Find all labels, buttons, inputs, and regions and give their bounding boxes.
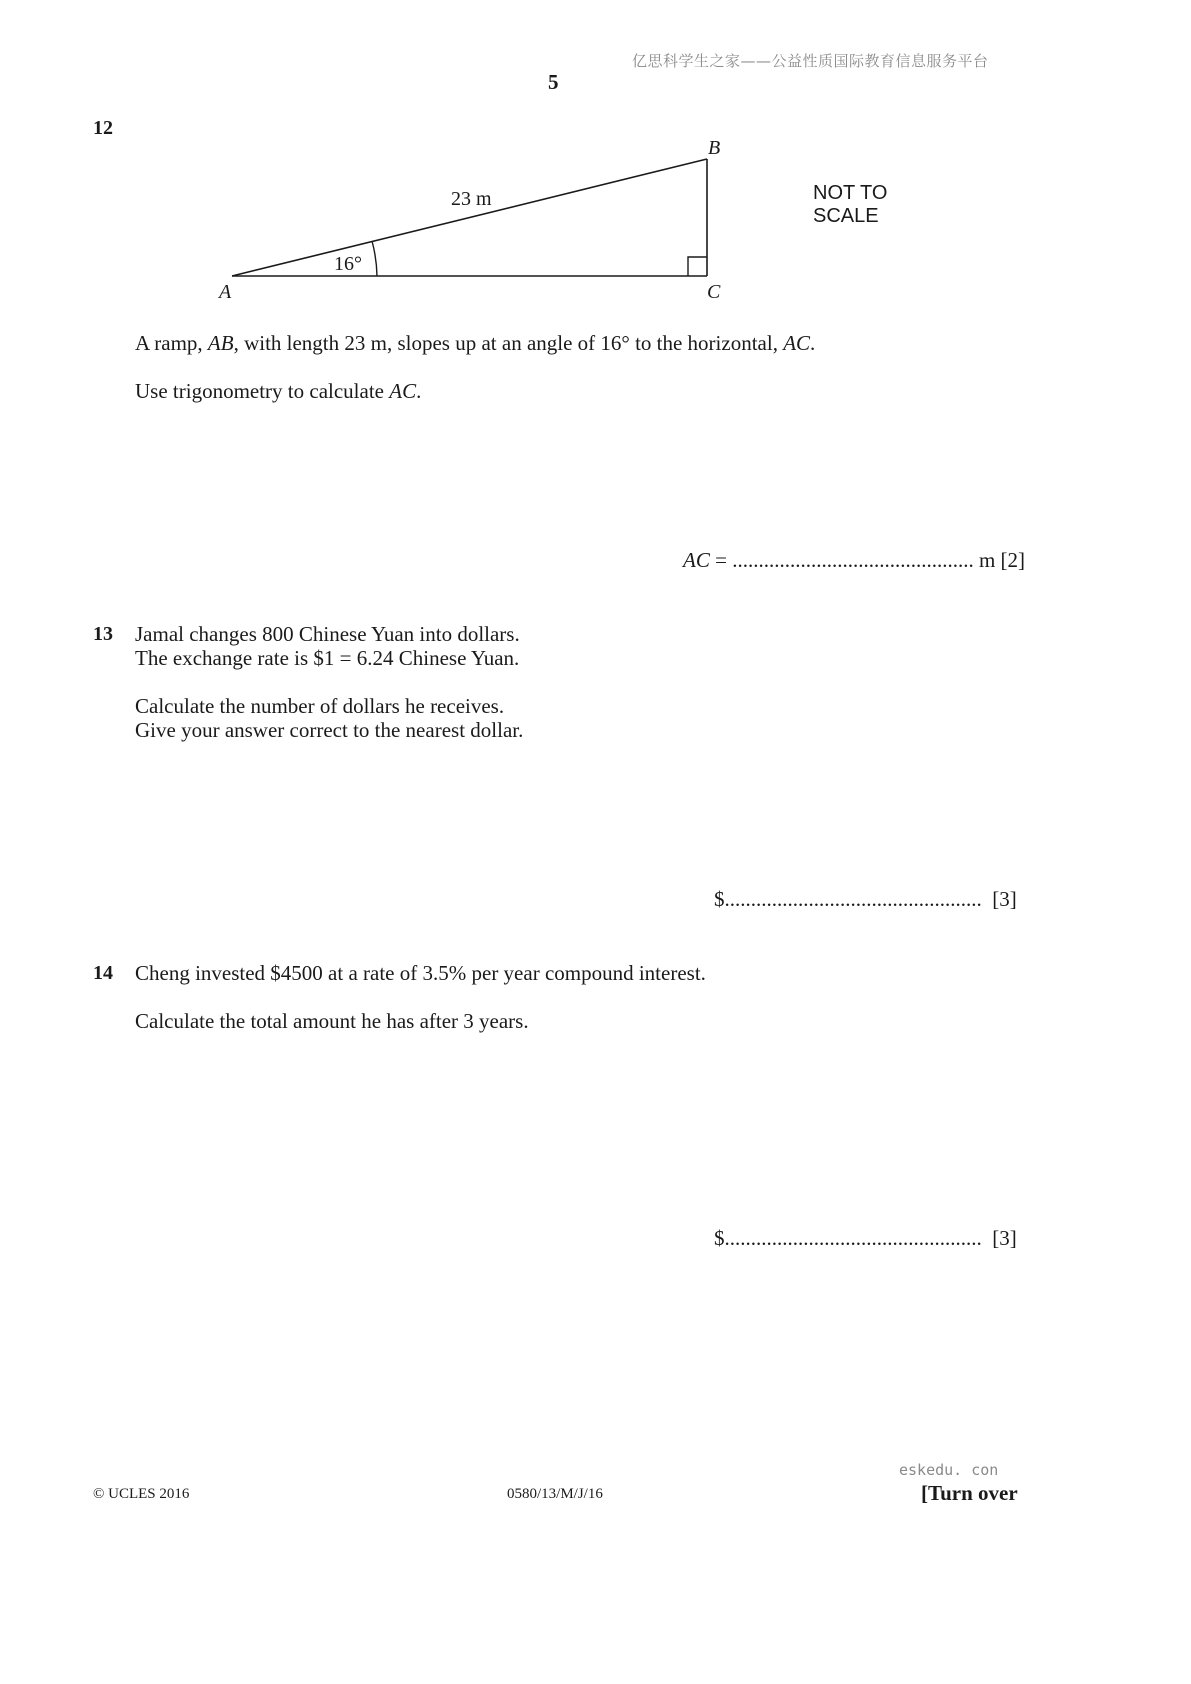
text-fragment: A ramp, <box>135 331 208 355</box>
question-13-line2: The exchange rate is $1 = 6.24 Chinese Yuan. <box>135 646 520 670</box>
footer-site-watermark: eskedu. con <box>899 1461 999 1479</box>
question-number: 12 <box>93 117 113 139</box>
not-to-scale-line1: NOT TO <box>813 182 888 204</box>
text-fragment: AC <box>783 331 811 355</box>
answer-line-13[interactable] <box>714 887 1017 912</box>
text-fragment: . <box>416 379 422 403</box>
side-ab-length-label: 23 m <box>451 188 492 210</box>
question-13-line3: Calculate the number of dollars he receives. <box>135 694 505 718</box>
text-fragment: AB <box>207 331 234 355</box>
footer-paper-code: 0580/13/M/J/16 <box>507 1486 603 1502</box>
answer-label: AC <box>683 548 710 572</box>
answer-blank[interactable]: .............................................. <box>732 548 974 572</box>
marks: [3] <box>992 1226 1017 1250</box>
answer-blank[interactable]: ................................................. <box>724 887 982 911</box>
turn-over-label: [Turn over <box>921 1481 1018 1505</box>
marks: [3] <box>992 887 1017 911</box>
triangle-diagram <box>200 130 920 310</box>
question-13-line1: Jamal changes 800 Chinese Yuan into dollars. <box>135 622 520 646</box>
answer-prefix: $ <box>714 1226 725 1250</box>
not-to-scale-line2: SCALE <box>813 205 879 227</box>
vertex-label-c: C <box>707 281 721 303</box>
page-number: 5 <box>548 70 559 94</box>
question-12-instruction <box>135 378 421 404</box>
answer-line-12[interactable] <box>683 548 1025 573</box>
side-ab <box>232 159 707 276</box>
question-number: 14 <box>93 962 113 984</box>
text-fragment: AC <box>389 379 417 403</box>
angle-arc <box>372 241 377 276</box>
vertex-label-b: B <box>708 137 721 159</box>
vertex-label-a: A <box>219 281 232 303</box>
answer-unit: m <box>973 548 996 572</box>
right-angle-mark <box>688 257 707 276</box>
question-14-line2: Calculate the total amount he has after 3 years. <box>135 1009 529 1033</box>
footer-copyright: © UCLES 2016 <box>93 1486 190 1502</box>
answer-blank[interactable]: ................................................. <box>724 1226 982 1250</box>
text-fragment: Use trigonometry to calculate <box>135 379 390 403</box>
not-to-scale-note <box>813 182 887 228</box>
answer-equals: = <box>709 548 733 572</box>
text-fragment: . <box>810 331 816 355</box>
question-13-line4: Give your answer correct to the nearest dollar. <box>135 718 524 742</box>
marks: [2] <box>1000 548 1026 572</box>
header-watermark: 亿思科学生之家——公益性质国际教育信息服务平台 <box>632 52 989 70</box>
question-14-line1: Cheng invested $4500 at a rate of 3.5% per year compound interest. <box>135 961 706 985</box>
answer-prefix: $ <box>714 887 725 911</box>
answer-line-14[interactable] <box>714 1226 1017 1251</box>
text-fragment: , with length 23 m, slopes up at an angle of 16° to the horizontal, <box>233 331 784 355</box>
question-number: 13 <box>93 623 113 645</box>
angle-a-label: 16° <box>334 253 362 275</box>
question-12-statement <box>135 330 815 356</box>
